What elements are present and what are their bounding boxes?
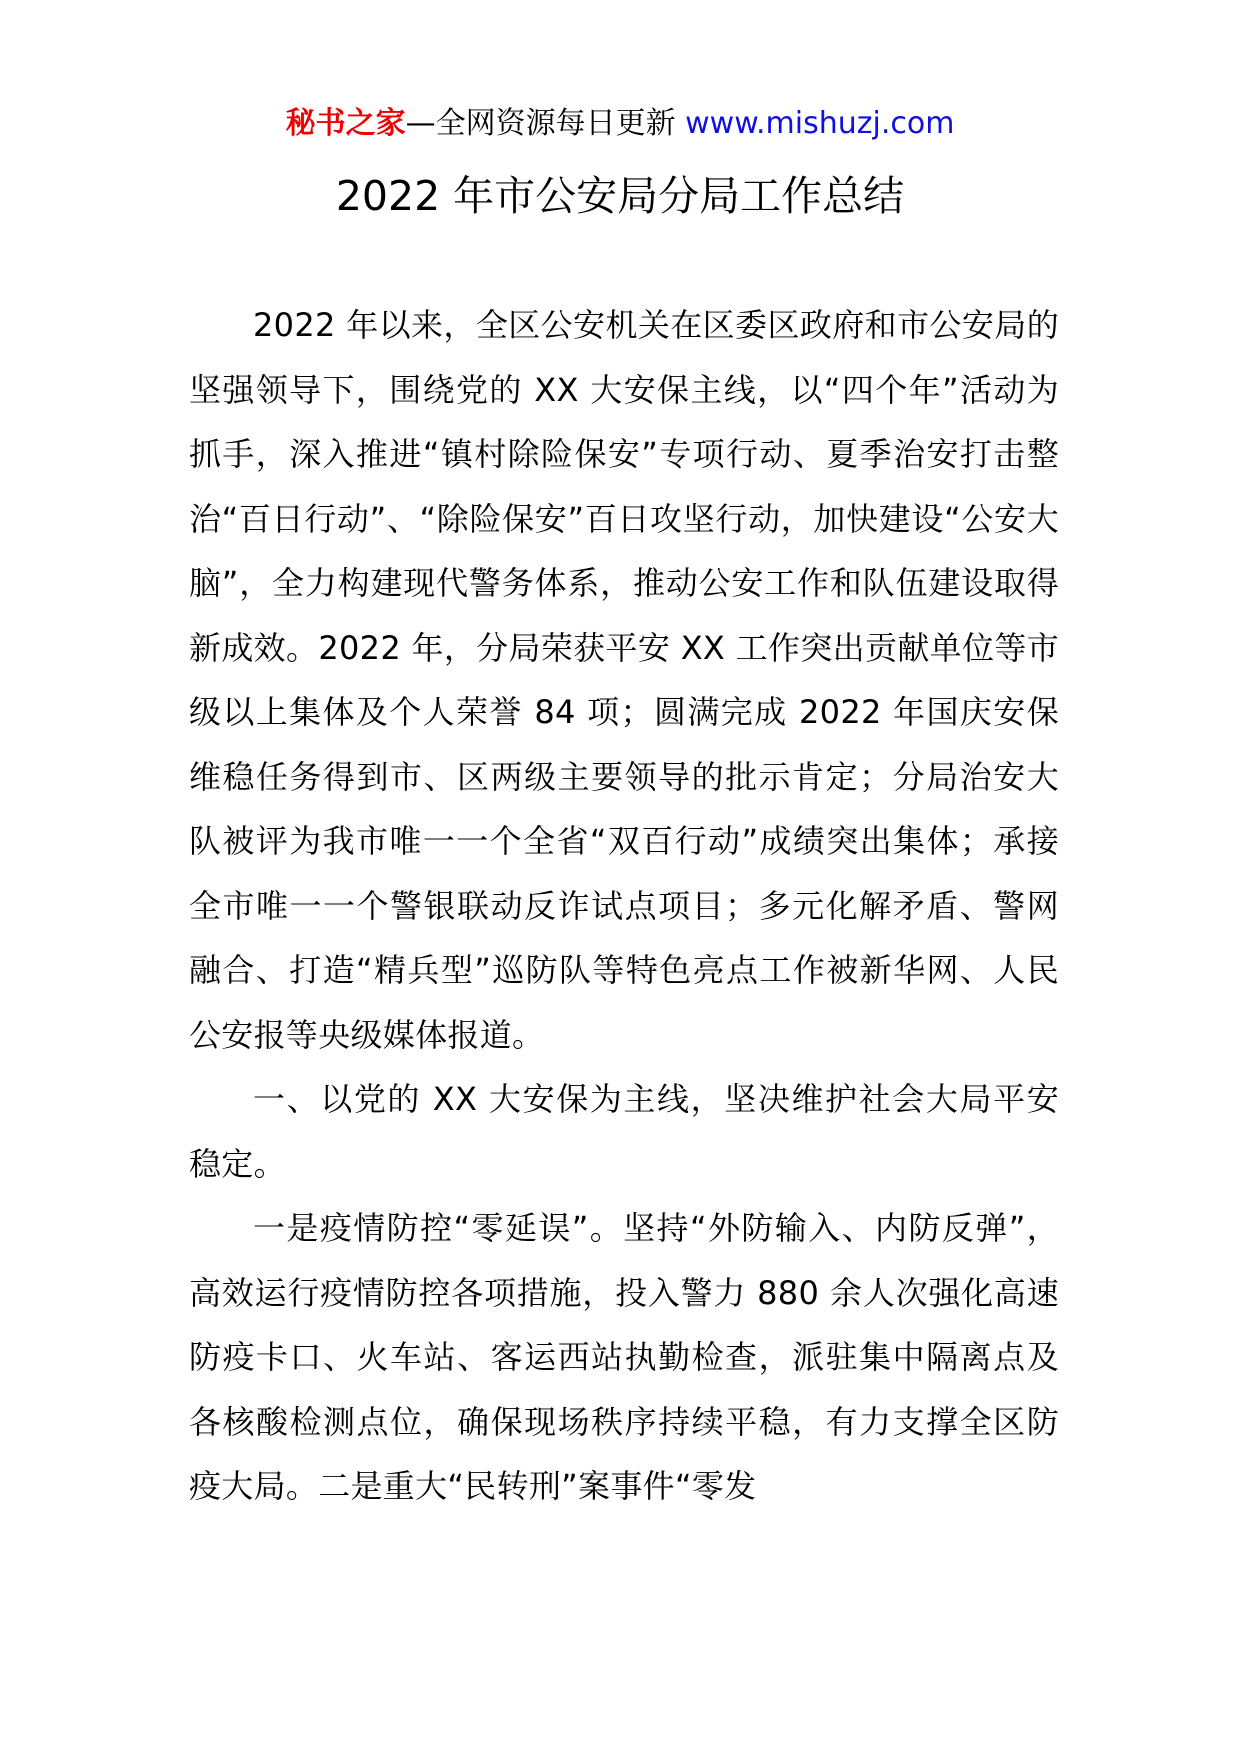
- document-title: 2022 年市公安局分局工作总结: [335, 172, 905, 220]
- paragraph-intro: 2022 年以来，全区公安机关在区委区政府和市公安局的坚强领导下，围绕党的 XX 大安保主线，以“四个年”活动为抓手，深入推进“镇村除险保安”专项行动、夏季治安打击整治“百日行动”、“除险保安”百日攻坚行动，加快建设“公安大脑”，全力构建现代警务体系，推动公安工作和队伍建设取得新成效。2022 年，分局荣获平安 XX 工作突出贡献单位等市级以上集体及个人荣誉 84 项；圆满完成 2022 年国庆安保维稳任务得到市、区两级主要领导的批示肯定；分局治安大队被评为我市唯一一个全省“双百行动”成绩突出集体；承接全市唯一一个警银联动反诈试点项目；多元化解矛盾、警网融合、打造“精兵型”巡防队等特色亮点工作被新华网、人民公安报等央级媒体报道。: [189, 306, 1059, 1054]
- paragraph-section-1: 一是疫情防控“零延误”。坚持“外防输入、内防反弹”，高效运行疫情防控各项措施，投入警力 880 余人次强化高速防疫卡口、火车站、客运西站执勤检查，派驻集中隔离点及各核酸检测点位，确保现场秩序持续平稳，有力支撑全区防疫大局。二是重大“民转刑”案事件“零发: [189, 1209, 1059, 1505]
- site-banner: [0, 100, 1240, 148]
- section-heading-1: 一、以党的 XX 大安保为主线，坚决维护社会大局平安稳定。: [189, 1080, 1059, 1183]
- site-slogan: —全网资源每日更新: [405, 106, 686, 141]
- site-url-link[interactable]: www.mishuzj.com: [685, 106, 955, 141]
- brand-name: 秘书之家: [285, 106, 406, 141]
- document-body: [189, 293, 1059, 1519]
